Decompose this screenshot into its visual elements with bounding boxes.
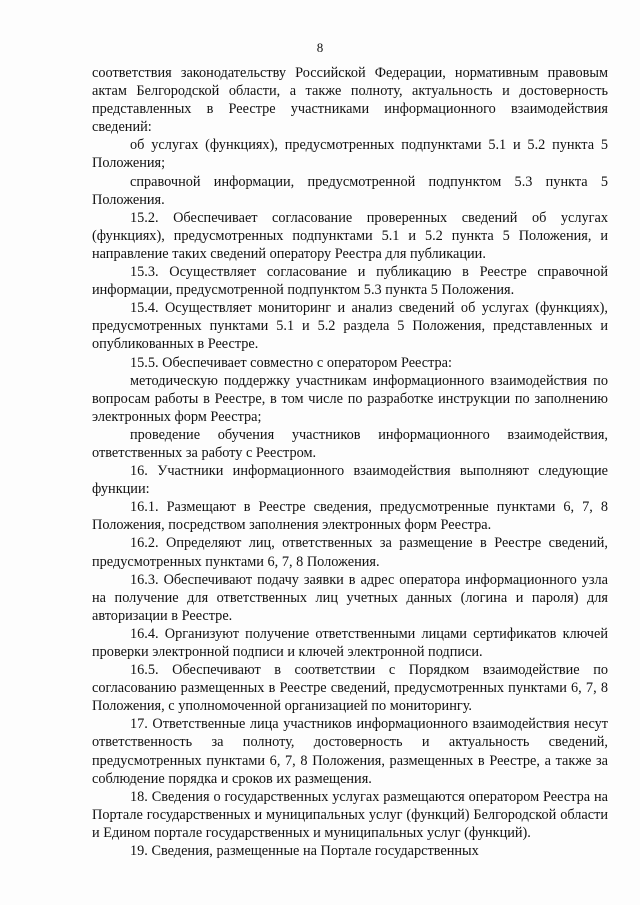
paragraph: 15.2. Обеспечивает согласование проверенных сведений об услугах (функциях), предусмотренных подпунктами 5.1 и 5.2 пункта 5 Положения, и направление таких сведений оператору Реестра для публикации. xyxy=(92,209,608,262)
paragraph: 16.4. Организуют получение ответственными лицами сертификатов ключей проверки электронной подписи и ключей электронной подписи. xyxy=(92,625,608,660)
page-number: 8 xyxy=(316,40,324,55)
paragraph: 15.4. Осуществляет мониторинг и анализ сведений об услугах (функциях), предусмотренных пунктами 5.1 и 5.2 раздела 5 Положения, представленных и опубликованных в Реестре. xyxy=(92,300,608,353)
paragraph: 15.3. Осуществляет согласование и публикацию в Реестре справочной информации, предусмотренной подпунктом 5.3 пункта 5 Положения. xyxy=(92,264,608,299)
paragraph: 16.2. Определяют лиц, ответственных за размещение в Реестре сведений, предусмотренных пунктами 6, 7, 8 Положения. xyxy=(92,535,608,570)
paragraph: 16.3. Обеспечивают подачу заявки в адрес оператора информационного узла на получение для ответственных лиц учетных данных (логина и пароля) для авторизации в Реестре. xyxy=(92,571,608,624)
paragraph: 16. Участники информационного взаимодействия выполняют следующие функции: xyxy=(92,463,608,498)
paragraph: проведение обучения участников информационного взаимодействия, ответственных за работу с Реестром. xyxy=(92,426,608,461)
paragraph: 18. Сведения о государственных услугах размещаются оператором Реестра на Портале государственных и муниципальных услуг (функций) Белгородской области и Едином портале государственных и муниципальных услуг (функций). xyxy=(92,788,608,841)
paragraph: 16.5. Обеспечивают в соответствии с Порядком взаимодействие по согласованию размещенных в Реестре сведений, предусмотренных пунктами 6, 7, 8 Положения, с уполномоченной организацией по мониторингу. xyxy=(92,662,608,715)
paragraph: справочной информации, предусмотренной подпунктом 5.3 пункта 5 Положения. xyxy=(92,173,608,208)
paragraph: об услугах (функциях), предусмотренных подпунктами 5.1 и 5.2 пункта 5 Положения; xyxy=(92,137,608,172)
paragraph: 19. Сведения, размещенные на Портале государственных xyxy=(130,843,479,860)
paragraph: 17. Ответственные лица участников информационного взаимодействия несут ответственность за полноту, достоверность и актуальность сведений, предусмотренных пунктами 6, 7, 8 Положения, размещенных в Реестре, а также за соблюдение порядка и сроков их размещения. xyxy=(92,716,608,787)
paragraph: методическую поддержку участникам информационного взаимодействия по вопросам работы в Реестре, в том числе по разработке инструкции по заполнению электронных форм Реестра; xyxy=(92,372,608,425)
paragraph: 15.5. Обеспечивает совместно с оператором Реестра: xyxy=(130,354,452,371)
paragraph: соответствия законодательству Российской Федерации, нормативным правовым актам Белгородской области, а также полноту, актуальность и достоверность представленных в Реестре участниками информационного взаимодействия сведений: xyxy=(92,65,608,136)
document-body xyxy=(92,64,608,860)
paragraph: 16.1. Размещают в Реестре сведения, предусмотренные пунктами 6, 7, 8 Положения, посредством заполнения электронных форм Реестра. xyxy=(92,499,608,534)
